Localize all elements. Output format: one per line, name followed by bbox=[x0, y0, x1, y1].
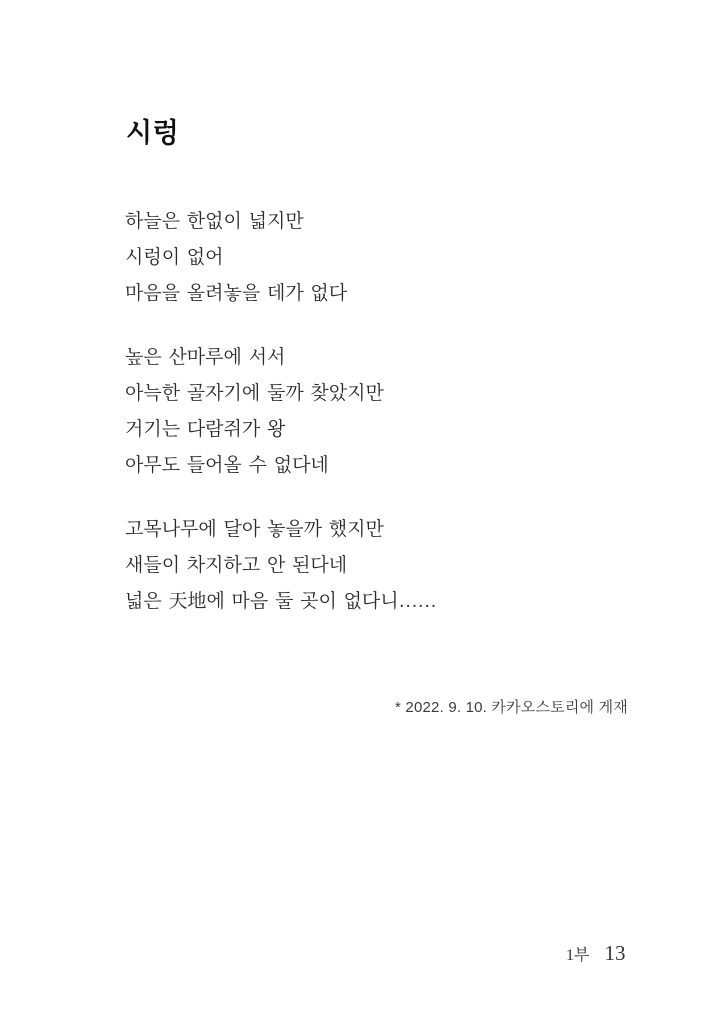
footer-section-label: 1부 bbox=[566, 947, 590, 964]
footer-page-number: 13 bbox=[604, 941, 626, 965]
attribution-note: * 2022. 9. 10. 카카오스토리에 게재 bbox=[395, 699, 628, 716]
poem-line: 고목나무에 달아 놓을까 했지만 bbox=[125, 519, 384, 540]
poem-stanza bbox=[125, 340, 605, 484]
poem-line: 마음을 올려놓을 데가 없다 bbox=[125, 283, 348, 304]
poem-stanza bbox=[125, 204, 605, 312]
poem-line: 아늑한 골자기에 둘까 찾았지만 bbox=[125, 383, 384, 404]
poem-line: 높은 산마루에 서서 bbox=[125, 347, 286, 368]
poem-line: 시렁이 없어 bbox=[125, 247, 224, 268]
poem-line: 아무도 들어올 수 없다네 bbox=[125, 455, 329, 476]
page-footer bbox=[566, 941, 625, 966]
poem-line: 하늘은 한없이 넓지만 bbox=[125, 211, 304, 232]
poem-line: 새들이 차지하고 안 된다네 bbox=[125, 555, 348, 576]
poem-line: 거기는 다람쥐가 왕 bbox=[125, 419, 286, 440]
poem-title: 시렁 bbox=[126, 118, 180, 149]
poem-stanza bbox=[125, 512, 605, 620]
poem-line: 넓은 天地에 마음 둘 곳이 없다니…… bbox=[125, 591, 437, 612]
poem-body bbox=[125, 204, 605, 648]
